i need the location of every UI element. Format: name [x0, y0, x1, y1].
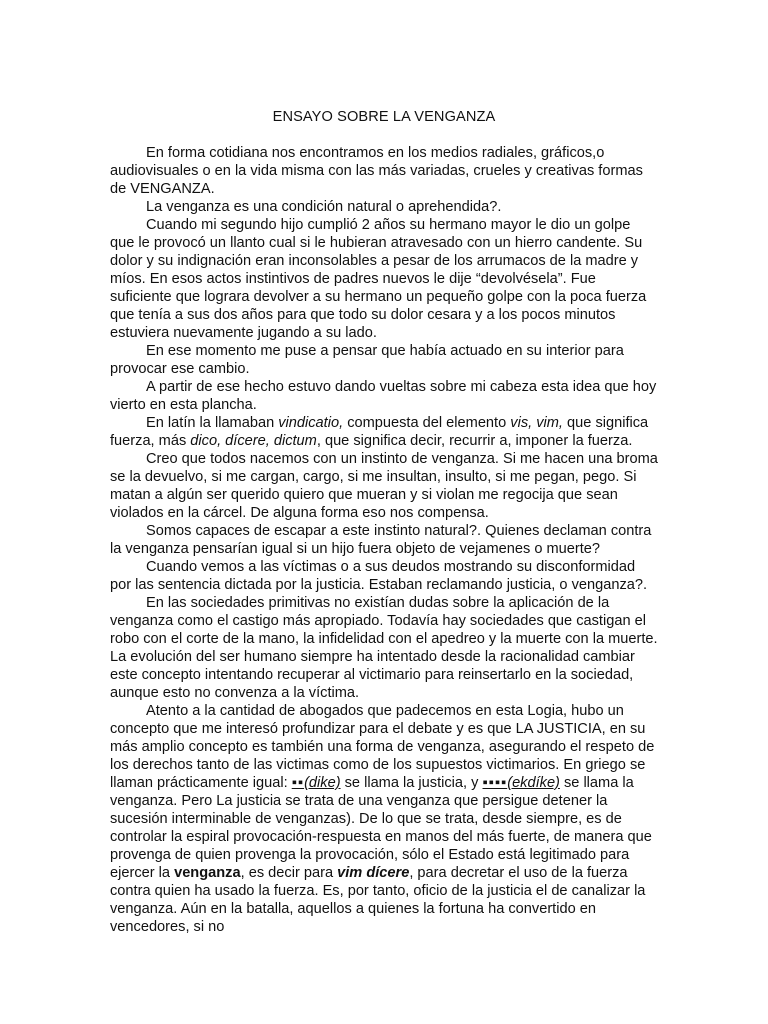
- p11-text-a: Atento a la cantidad de abogados que padecemos en esta Logia, hubo un concepto que me interesó profundizar para el debate y es que LA JUSTICIA, en su más amplio concepto es también una forma de venganza, asegurando el respeto de los derechos tanto de las victimas como de los supuestos victimarios. En griego se llaman prácticamente igual:: [110, 703, 655, 791]
- paragraph-4: En ese momento me puse a pensar que había actuado en su interior para provocar ese cambio.: [110, 343, 624, 377]
- greek-dike-glyphs: ▪▪: [291, 775, 305, 791]
- p11-text-d: , es decir para: [240, 865, 338, 881]
- p6-dico-dicere: dico, dícere, dictum: [190, 433, 317, 449]
- greek-dike-translit: (dike): [304, 775, 341, 791]
- p11-text-c: se llama la venganza. Pero La justicia se trata de una venganza que persigue detener la sucesión interminable de venganzas). De lo que se trata, desde siempre, es de controlar la espiral provocación-respuesta en manos del más fuerte, de manera que provenga de quien provenga la provocación, sólo el Estado está legitimado para ejercer la: [110, 775, 652, 881]
- p6-text-c: compuesta del elemento: [343, 415, 511, 431]
- essay-title: ENSAYO SOBRE LA VENGANZA: [272, 109, 496, 125]
- paragraph-6: [110, 414, 658, 450]
- p6-text-a: En latín la llamaban: [146, 415, 279, 431]
- paragraph-3: Cuando mi segundo hijo cumplió 2 años su hermano mayor le dio un golpe que le provocó un llanto cual si le hubieran atravesado con un hierro candente. Su dolor y su indignación eran inconsolables a pesar de los arrumacos de la madre y míos. En esos actos instintivos de padres nuevos le dije “devolvésela”. Fue suficiente que lograra devolver a su hermano un pequeño golpe con la poca fuerza que tenía a sus dos años para que todo su dolor cesara y a los pocos minutos estuviera nuevamente jugando a su lado.: [110, 217, 647, 341]
- p6-text-e: que significa fuerza, más: [110, 415, 649, 449]
- paragraph-5: A partir de ese hecho estuvo dando vueltas sobre mi cabeza esta idea que hoy vierto en esta plancha.: [110, 379, 657, 413]
- p6-text-g: , que significa decir, recurrir a, imponer la fuerza.: [316, 433, 633, 449]
- greek-ekdike-glyphs: ▪▪▪▪: [482, 775, 508, 791]
- paragraph-7: Creo que todos nacemos con un instinto de venganza. Si me hacen una broma se la devuelvo, si me cargan, cargo, si me insultan, insulto, si me pegan, pego. Si matan a algún ser querido quiero que mueran y si violan me regocija que sean violados en la cárcel. De alguna forma eso nos compensa.: [110, 451, 658, 521]
- p6-vindicatio: vindicatio,: [278, 415, 344, 431]
- greek-dike: [292, 775, 341, 791]
- p6-vis-vim: vis, vim,: [510, 415, 563, 431]
- greek-ekdike: [483, 775, 560, 791]
- p11-bold-venganza: venganza: [174, 865, 241, 881]
- paragraph-9: Cuando vemos a las víctimas o a sus deudos mostrando su disconformidad por las sentencia dictada por la justicia. Estaban reclamando justicia, o venganza?.: [110, 559, 648, 593]
- p11-bold-vim-dicere: vim dícere: [337, 865, 410, 881]
- p11-text-e: , para decretar el uso de la fuerza contra quien ha usado la fuerza. Es, por tanto, oficio de la justicia el de canalizar la venganza. Aún en la batalla, aquellos a quienes la fortuna ha convertido en vencedores, si no: [110, 865, 646, 935]
- p11-text-b: se llama la justicia, y: [340, 775, 483, 791]
- paragraph-1: En forma cotidiana nos encontramos en los medios radiales, gráficos,o audiovisuales o en la vida misma con las más variadas, crueles y creativas formas de VENGANZA.: [110, 145, 643, 197]
- paragraph-11: [110, 702, 658, 936]
- paragraph-10: En las sociedades primitivas no existían dudas sobre la aplicación de la venganza como el castigo más apropiado. Todavía hay sociedades que castigan el robo con el corte de la mano, la infidelidad con el apedreo y la muerte con la muerte. La evolución del ser humano siempre ha intentado desde la racionalidad cambiar este concepto intentando recuperar al victimario para reinsertarlo en la sociedad, aunque esto no convenza a la víctima.: [110, 595, 658, 701]
- greek-ekdike-translit: (ekdíke): [507, 775, 560, 791]
- paragraph-8: Somos capaces de escapar a este instinto natural?. Quienes declaman contra la venganza pensarían igual si un hijo fuera objeto de vejamenes o muerte?: [110, 523, 652, 557]
- paragraph-2: La venganza es una condición natural o aprehendida?.: [146, 199, 502, 215]
